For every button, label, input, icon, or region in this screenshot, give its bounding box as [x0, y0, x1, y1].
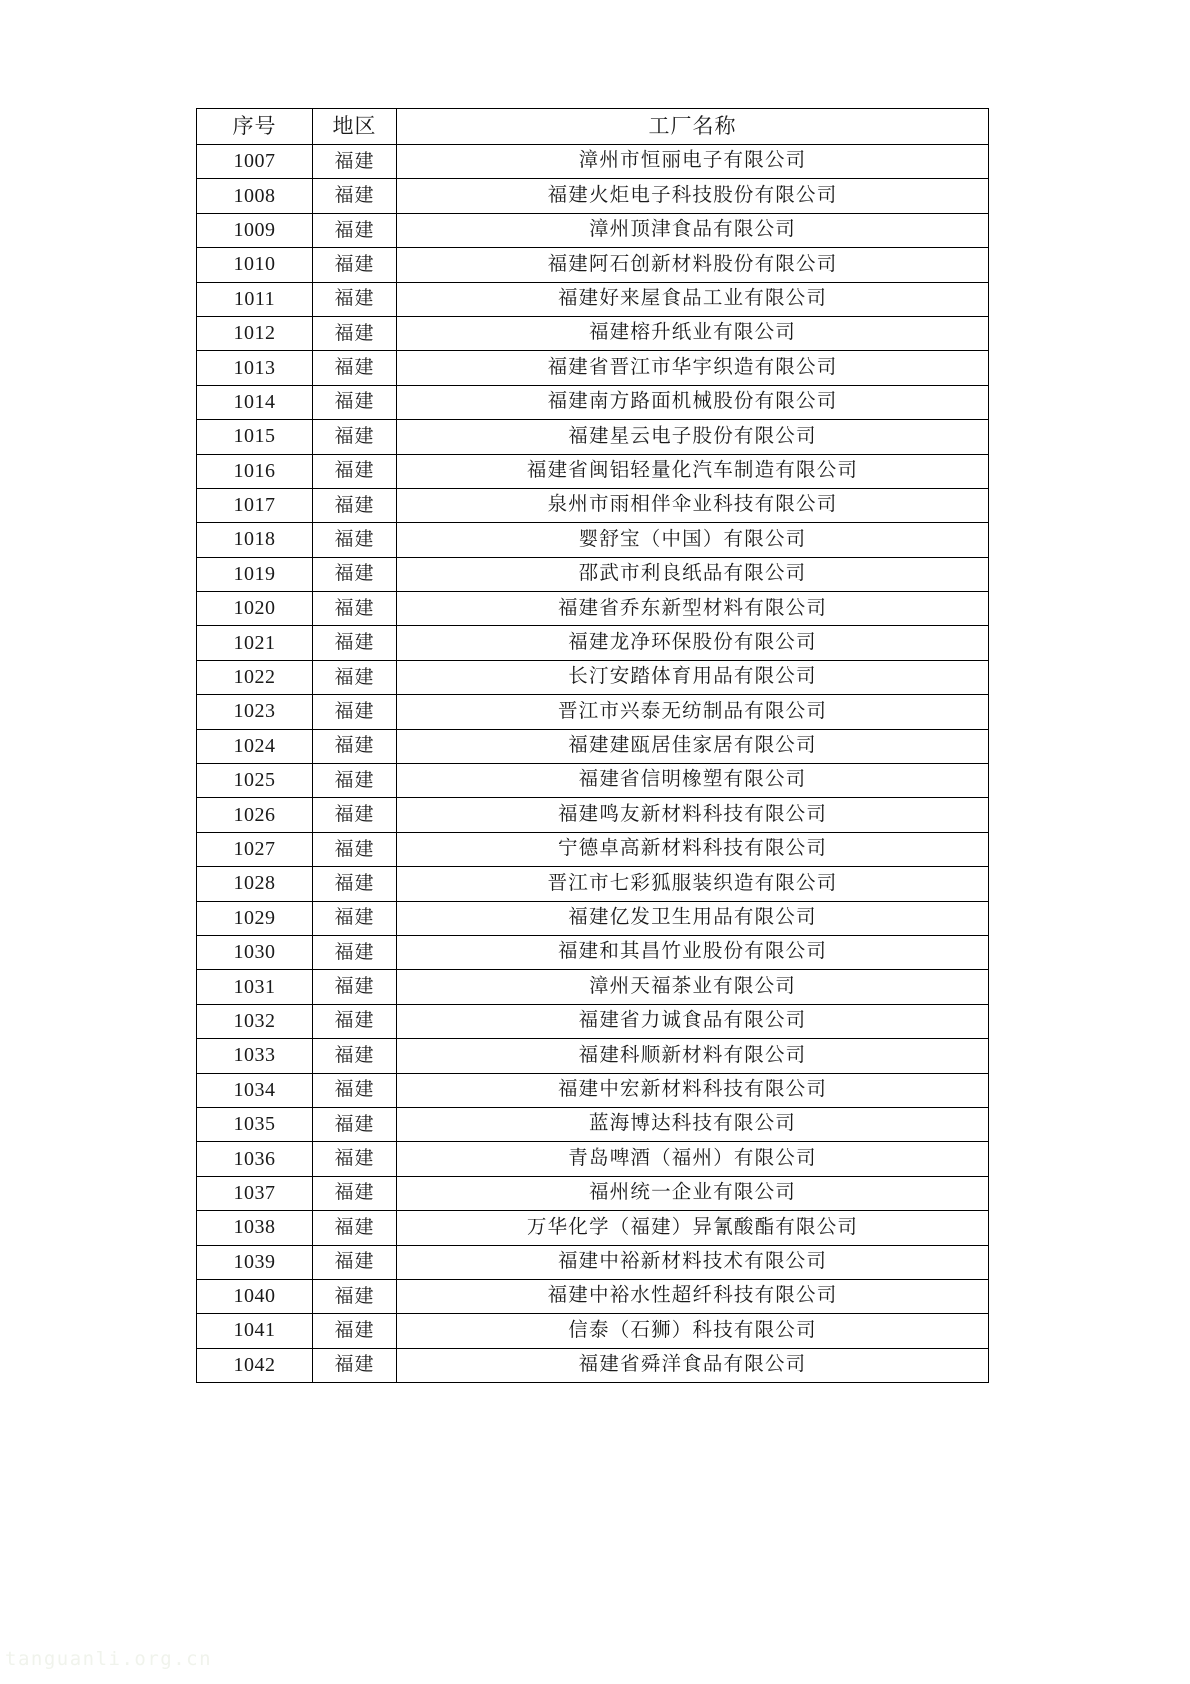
cell-factory-name: 长汀安踏体育用品有限公司 [397, 660, 989, 694]
table-row [197, 523, 989, 557]
table-row [197, 1279, 989, 1313]
table-header-row [197, 109, 989, 145]
cell-region: 福建 [313, 420, 397, 454]
cell-sequence: 1028 [197, 867, 313, 901]
cell-region: 福建 [313, 1142, 397, 1176]
cell-region: 福建 [313, 385, 397, 419]
table-row [197, 901, 989, 935]
cell-sequence: 1016 [197, 454, 313, 488]
table-row [197, 970, 989, 1004]
table-row [197, 1073, 989, 1107]
cell-region: 福建 [313, 454, 397, 488]
cell-factory-name: 邵武市利良纸品有限公司 [397, 557, 989, 591]
cell-sequence: 1040 [197, 1279, 313, 1313]
cell-region: 福建 [313, 867, 397, 901]
cell-region: 福建 [313, 523, 397, 557]
cell-factory-name: 婴舒宝（中国）有限公司 [397, 523, 989, 557]
cell-factory-name: 福建省信明橡塑有限公司 [397, 764, 989, 798]
cell-factory-name: 福建中裕水性超纤科技有限公司 [397, 1279, 989, 1313]
table-row [197, 832, 989, 866]
cell-sequence: 1012 [197, 316, 313, 350]
table-row [197, 592, 989, 626]
cell-sequence: 1042 [197, 1348, 313, 1382]
table-row [197, 282, 989, 316]
cell-factory-name: 福建南方路面机械股份有限公司 [397, 385, 989, 419]
cell-region: 福建 [313, 660, 397, 694]
table-row [197, 351, 989, 385]
cell-region: 福建 [313, 179, 397, 213]
cell-sequence: 1032 [197, 1004, 313, 1038]
table-row [197, 488, 989, 522]
cell-sequence: 1011 [197, 282, 313, 316]
cell-factory-name: 晋江市兴泰无纺制品有限公司 [397, 695, 989, 729]
table-row [197, 695, 989, 729]
cell-factory-name: 福建科顺新材料有限公司 [397, 1039, 989, 1073]
table-row [197, 385, 989, 419]
table-row [197, 1314, 989, 1348]
cell-factory-name: 漳州天福茶业有限公司 [397, 970, 989, 1004]
cell-sequence: 1037 [197, 1176, 313, 1210]
cell-sequence: 1041 [197, 1314, 313, 1348]
cell-factory-name: 漳州顶津食品有限公司 [397, 213, 989, 247]
table-row [197, 420, 989, 454]
site-watermark: tanguanli.org.cn [5, 1648, 213, 1670]
table-row [197, 557, 989, 591]
cell-region: 福建 [313, 695, 397, 729]
table-row [197, 1211, 989, 1245]
factory-list-table [196, 108, 989, 1383]
table-row [197, 316, 989, 350]
cell-sequence: 1036 [197, 1142, 313, 1176]
cell-region: 福建 [313, 488, 397, 522]
cell-factory-name: 福建鸣友新材料科技有限公司 [397, 798, 989, 832]
table-row [197, 729, 989, 763]
cell-factory-name: 万华化学（福建）异氰酸酯有限公司 [397, 1211, 989, 1245]
cell-region: 福建 [313, 282, 397, 316]
cell-factory-name: 福建中裕新材料技术有限公司 [397, 1245, 989, 1279]
cell-sequence: 1017 [197, 488, 313, 522]
table-row [197, 1142, 989, 1176]
column-header-region: 地区 [313, 109, 397, 145]
cell-region: 福建 [313, 1314, 397, 1348]
table-row [197, 1348, 989, 1382]
cell-region: 福建 [313, 1279, 397, 1313]
cell-region: 福建 [313, 1073, 397, 1107]
table-row [197, 1004, 989, 1038]
cell-factory-name: 福建火炬电子科技股份有限公司 [397, 179, 989, 213]
cell-region: 福建 [313, 729, 397, 763]
cell-region: 福建 [313, 798, 397, 832]
cell-factory-name: 蓝海博达科技有限公司 [397, 1107, 989, 1141]
cell-sequence: 1039 [197, 1245, 313, 1279]
column-header-sequence: 序号 [197, 109, 313, 145]
cell-factory-name: 福建省闽铝轻量化汽车制造有限公司 [397, 454, 989, 488]
cell-region: 福建 [313, 935, 397, 969]
cell-sequence: 1020 [197, 592, 313, 626]
table-row [197, 248, 989, 282]
table-row [197, 798, 989, 832]
table-row [197, 1245, 989, 1279]
cell-sequence: 1022 [197, 660, 313, 694]
cell-region: 福建 [313, 764, 397, 798]
cell-factory-name: 漳州市恒丽电子有限公司 [397, 145, 989, 179]
cell-region: 福建 [313, 1211, 397, 1245]
cell-region: 福建 [313, 1039, 397, 1073]
table-row [197, 145, 989, 179]
cell-factory-name: 福建建瓯居佳家居有限公司 [397, 729, 989, 763]
table-row [197, 660, 989, 694]
cell-region: 福建 [313, 1176, 397, 1210]
cell-factory-name: 福建省力诚食品有限公司 [397, 1004, 989, 1038]
cell-region: 福建 [313, 316, 397, 350]
table-row [197, 213, 989, 247]
table-header [197, 109, 989, 145]
table-row [197, 1176, 989, 1210]
table-row [197, 764, 989, 798]
cell-sequence: 1031 [197, 970, 313, 1004]
cell-region: 福建 [313, 557, 397, 591]
cell-factory-name: 福建亿发卫生用品有限公司 [397, 901, 989, 935]
cell-sequence: 1023 [197, 695, 313, 729]
cell-region: 福建 [313, 248, 397, 282]
cell-factory-name: 福建省舜洋食品有限公司 [397, 1348, 989, 1382]
cell-sequence: 1013 [197, 351, 313, 385]
cell-factory-name: 宁德卓高新材料科技有限公司 [397, 832, 989, 866]
cell-factory-name: 福建中宏新材料科技有限公司 [397, 1073, 989, 1107]
cell-sequence: 1035 [197, 1107, 313, 1141]
cell-region: 福建 [313, 970, 397, 1004]
cell-region: 福建 [313, 592, 397, 626]
cell-sequence: 1019 [197, 557, 313, 591]
cell-region: 福建 [313, 351, 397, 385]
cell-factory-name: 青岛啤酒（福州）有限公司 [397, 1142, 989, 1176]
cell-factory-name: 信泰（石狮）科技有限公司 [397, 1314, 989, 1348]
cell-sequence: 1038 [197, 1211, 313, 1245]
cell-sequence: 1008 [197, 179, 313, 213]
cell-sequence: 1021 [197, 626, 313, 660]
cell-sequence: 1025 [197, 764, 313, 798]
cell-sequence: 1033 [197, 1039, 313, 1073]
cell-sequence: 1030 [197, 935, 313, 969]
table-row [197, 179, 989, 213]
cell-region: 福建 [313, 901, 397, 935]
table-row [197, 454, 989, 488]
cell-region: 福建 [313, 145, 397, 179]
cell-sequence: 1010 [197, 248, 313, 282]
cell-region: 福建 [313, 1348, 397, 1382]
table-row [197, 1039, 989, 1073]
column-header-factory-name: 工厂名称 [397, 109, 989, 145]
cell-factory-name: 福建榕升纸业有限公司 [397, 316, 989, 350]
cell-factory-name: 福建省晋江市华宇织造有限公司 [397, 351, 989, 385]
table-body [197, 145, 989, 1383]
table-row [197, 867, 989, 901]
cell-region: 福建 [313, 1245, 397, 1279]
cell-sequence: 1007 [197, 145, 313, 179]
cell-sequence: 1034 [197, 1073, 313, 1107]
cell-factory-name: 泉州市雨相伴伞业科技有限公司 [397, 488, 989, 522]
cell-factory-name: 福建省乔东新型材料有限公司 [397, 592, 989, 626]
cell-region: 福建 [313, 213, 397, 247]
cell-factory-name: 福建和其昌竹业股份有限公司 [397, 935, 989, 969]
factory-table-container [196, 108, 988, 1383]
cell-sequence: 1024 [197, 729, 313, 763]
cell-factory-name: 福建龙净环保股份有限公司 [397, 626, 989, 660]
table-row [197, 935, 989, 969]
cell-sequence: 1014 [197, 385, 313, 419]
cell-region: 福建 [313, 1107, 397, 1141]
cell-sequence: 1018 [197, 523, 313, 557]
cell-factory-name: 晋江市七彩狐服装织造有限公司 [397, 867, 989, 901]
table-row [197, 1107, 989, 1141]
cell-factory-name: 福建好来屋食品工业有限公司 [397, 282, 989, 316]
cell-factory-name: 福建阿石创新材料股份有限公司 [397, 248, 989, 282]
table-row [197, 626, 989, 660]
cell-factory-name: 福州统一企业有限公司 [397, 1176, 989, 1210]
cell-sequence: 1026 [197, 798, 313, 832]
cell-region: 福建 [313, 626, 397, 660]
cell-region: 福建 [313, 832, 397, 866]
cell-sequence: 1009 [197, 213, 313, 247]
cell-sequence: 1015 [197, 420, 313, 454]
cell-factory-name: 福建星云电子股份有限公司 [397, 420, 989, 454]
cell-region: 福建 [313, 1004, 397, 1038]
cell-sequence: 1027 [197, 832, 313, 866]
cell-sequence: 1029 [197, 901, 313, 935]
